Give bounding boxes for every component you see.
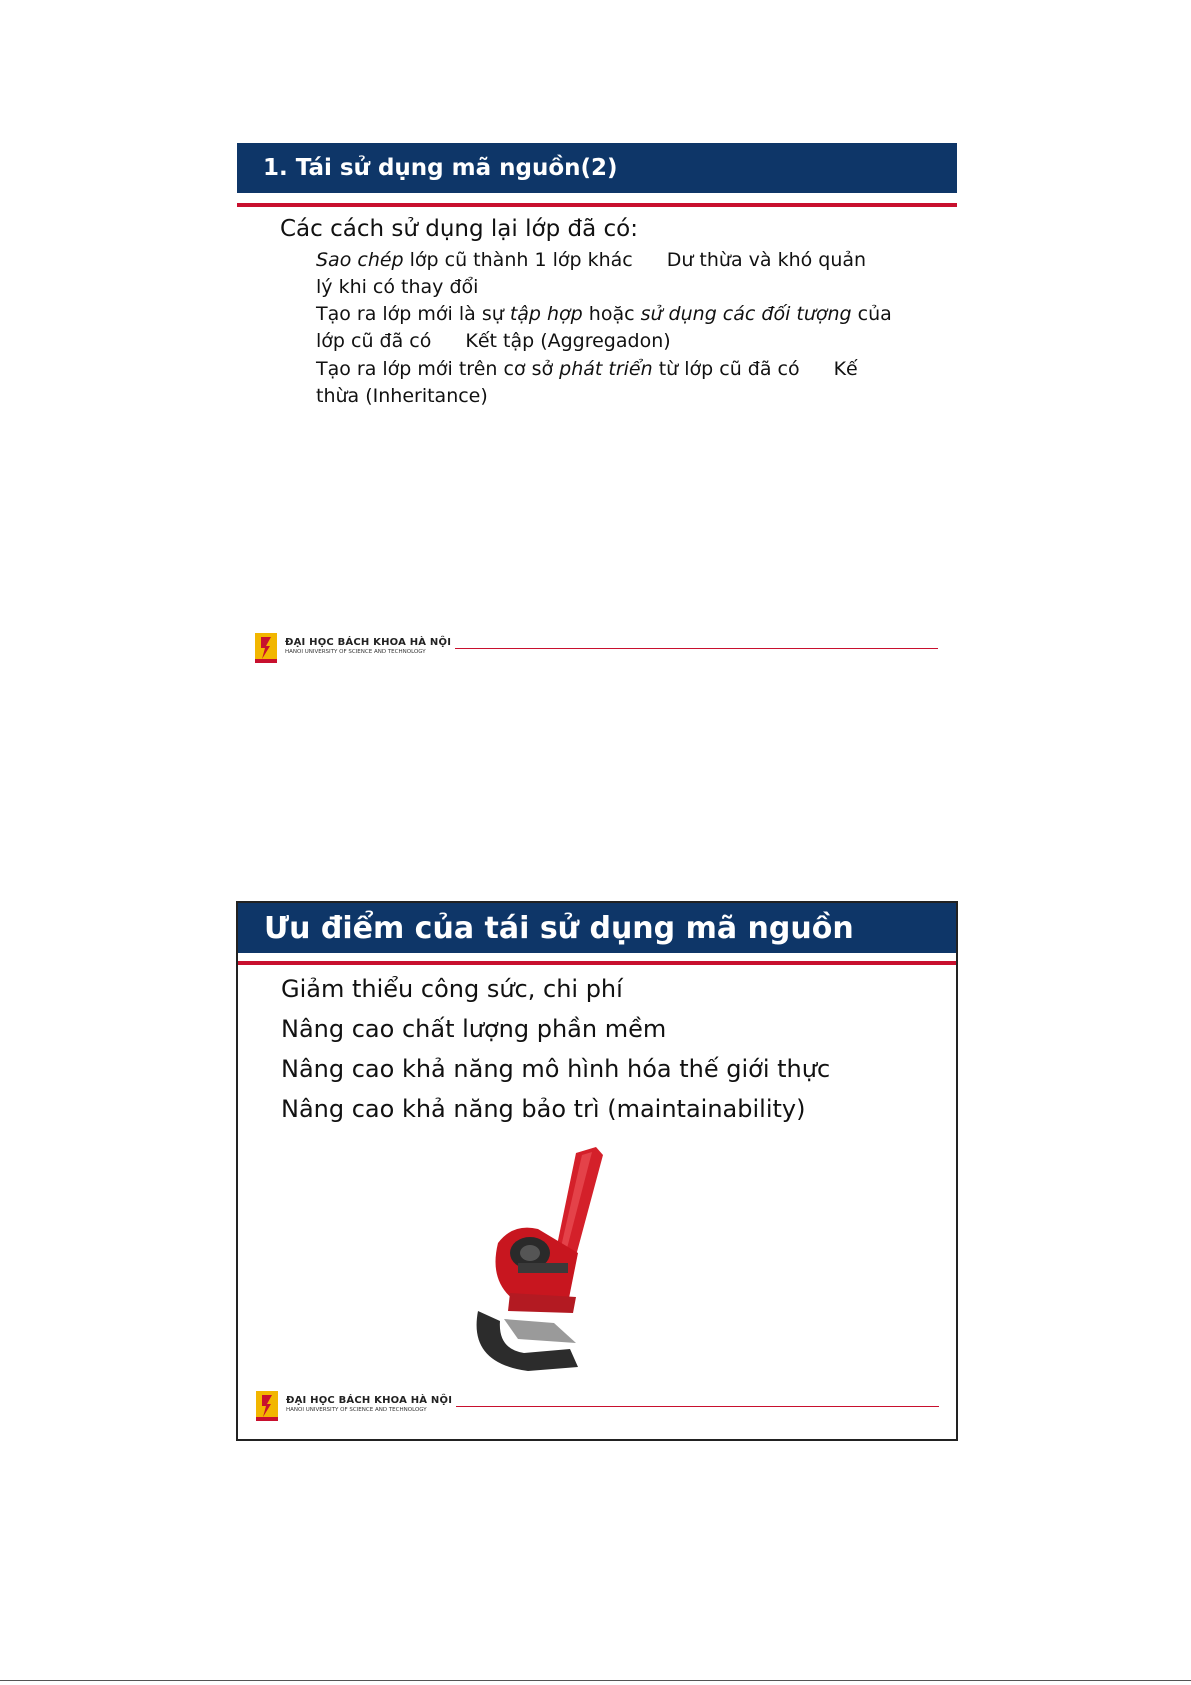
- university-name-en: HANOI UNIVERSITY OF SCIENCE AND TECHNOLOGY: [286, 1407, 427, 1413]
- slide-2-title-rule: [238, 961, 956, 965]
- slide-1-title-rule: [237, 203, 957, 207]
- item-emphasis: Sao chép: [316, 249, 404, 271]
- hust-logo-icon: [255, 633, 277, 663]
- bullet-item: Giảm thiểu công sức, chi phí: [281, 975, 623, 1003]
- footer-rule: [455, 648, 938, 649]
- footer-rule: [456, 1406, 939, 1407]
- slide-1: [237, 143, 957, 683]
- university-name-vn: ĐẠI HỌC BÁCH KHOA HÀ NỘI: [286, 1395, 453, 1406]
- slide-2-title-bar: [238, 903, 956, 953]
- slide-1-footer: [255, 633, 945, 665]
- pipe-wrench-image: [458, 1143, 648, 1373]
- slide-1-item-inheritance: Tạo ra lớp mới trên cơ sở phát triển từ lớp cũ đã có Kế thừa (Inheritance): [316, 358, 858, 407]
- slide-2: [236, 901, 958, 1441]
- bullet-item: Nâng cao khả năng mô hình hóa thế giới thực: [281, 1055, 831, 1083]
- university-name-vn: ĐẠI HỌC BÁCH KHOA HÀ NỘI: [285, 637, 452, 648]
- hust-logo-icon: [256, 1391, 278, 1421]
- slide-2-footer: [256, 1391, 946, 1423]
- slide-1-title-bar: [237, 143, 957, 193]
- slide-2-bullet-list: [281, 969, 830, 1129]
- slide-1-intro: Các cách sử dụng lại lớp đã có:: [280, 216, 638, 242]
- slide-2-title: Ưu điểm của tái sử dụng mã nguồn: [264, 910, 854, 946]
- bullet-item: Nâng cao khả năng bảo trì (maintainability): [281, 1095, 806, 1123]
- bullet-item: Nâng cao chất lượng phần mềm: [281, 1015, 667, 1043]
- slide-1-item-copy: Sao chép lớp cũ thành 1 lớp khác Dư thừa và khó quản lý khi có thay đổi: [316, 249, 867, 298]
- page-bottom-rule: [0, 1680, 1191, 1681]
- slide-1-item-aggregation: Tạo ra lớp mới là sự tập hợp hoặc sử dụng các đối tượng của lớp cũ đã có Kết tập (Aggregadon): [316, 303, 892, 352]
- university-name-en: HANOI UNIVERSITY OF SCIENCE AND TECHNOLOGY: [285, 649, 426, 655]
- slide-1-title: 1. Tái sử dụng mã nguồn(2): [263, 155, 618, 181]
